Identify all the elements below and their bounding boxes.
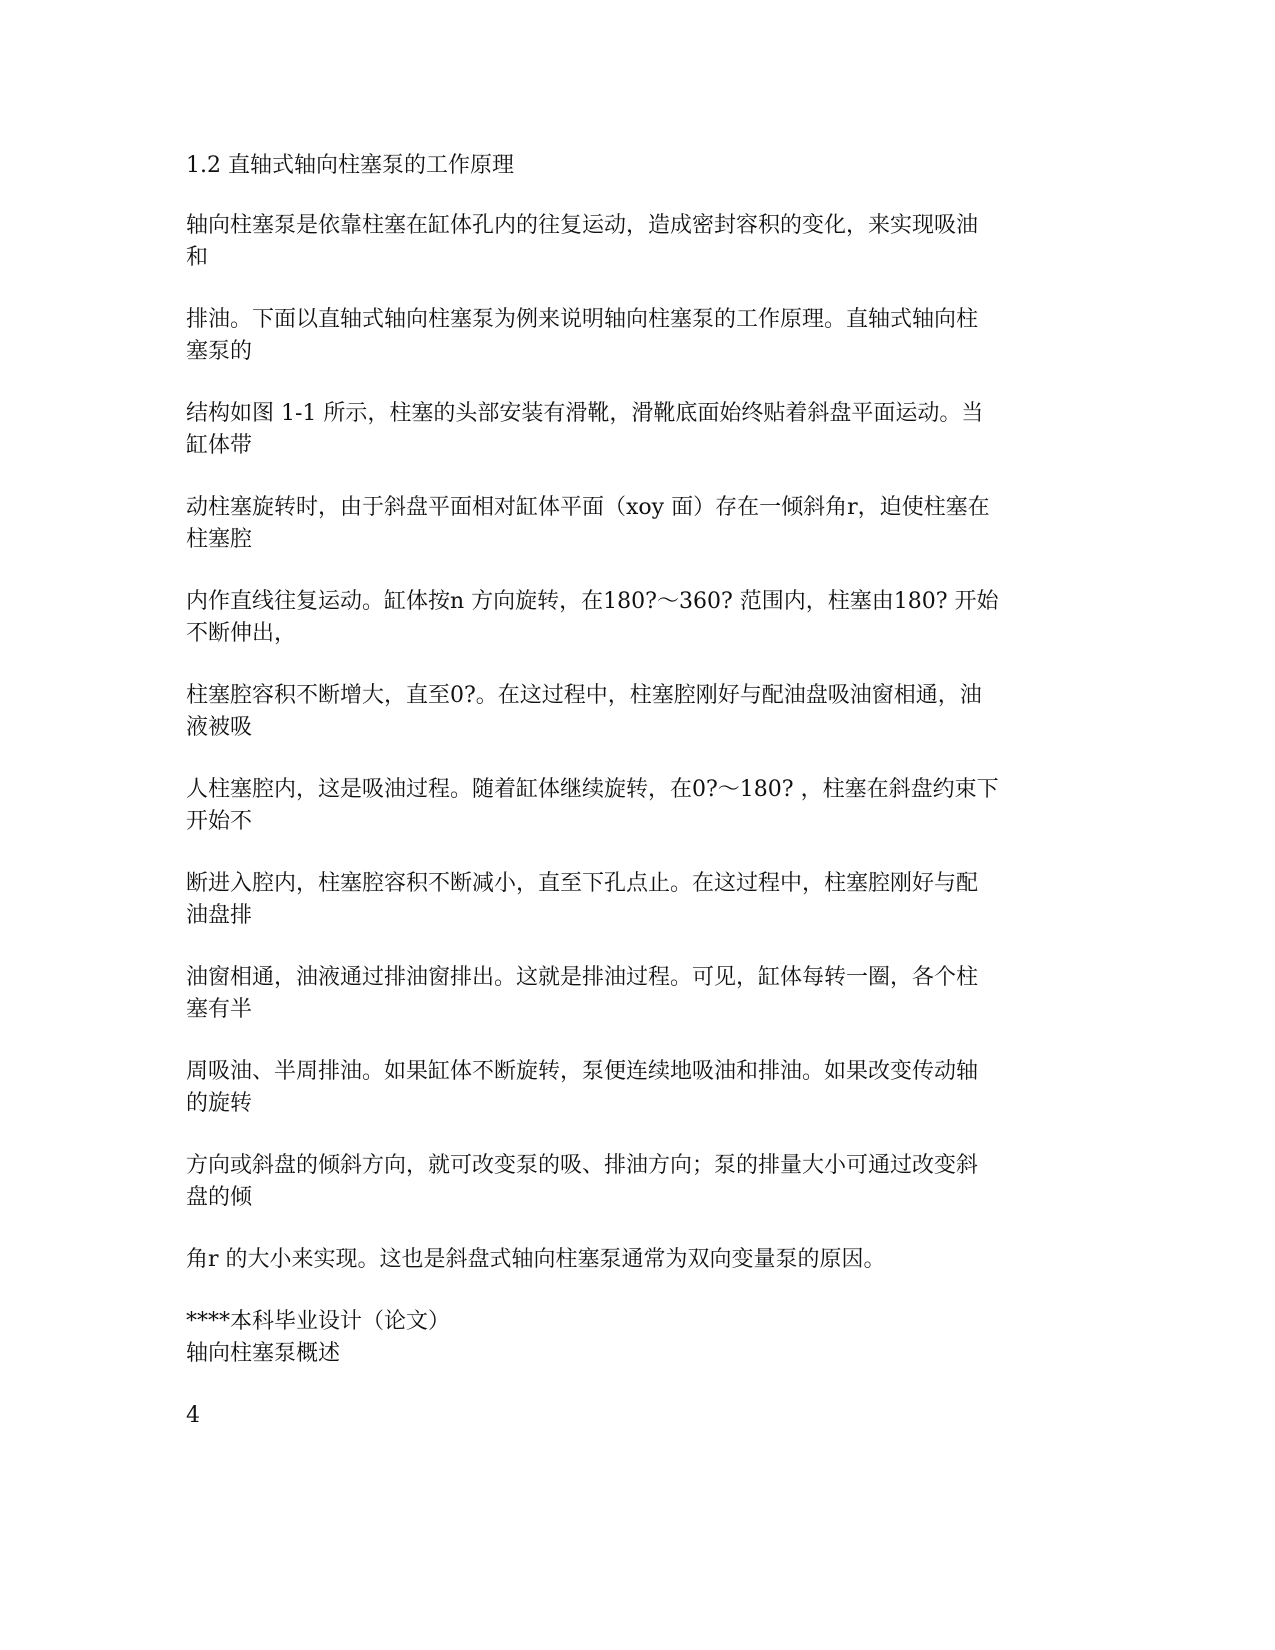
paragraph-8 [186, 868, 1106, 932]
paragraph-line: 塞有半 [186, 997, 253, 1022]
paragraph-line: 盘的倾 [186, 1185, 253, 1210]
paragraph-10 [186, 1056, 1106, 1120]
paragraph-5 [186, 586, 1106, 650]
footer-thesis-label: ****本科毕业设计（论文） [186, 1309, 451, 1334]
paragraph-line: 缸体带 [186, 433, 253, 458]
page-number: 4 [186, 1403, 200, 1428]
paragraph-12 [186, 1244, 1106, 1276]
paragraph-line: 动柱塞旋转时，由于斜盘平面相对缸体平面（xoy 面）存在一倾斜角r，迫使柱塞在 [186, 495, 990, 520]
footer-chapter-title: 轴向柱塞泵概述 [186, 1341, 341, 1366]
paragraph-line: 人柱塞腔内，这是吸油过程。随着缸体继续旋转，在0?～180? ，柱塞在斜盘约束下 [186, 777, 999, 802]
paragraph-line: 油窗相通，油液通过排油窗排出。这就是排油过程。可见，缸体每转一圈，各个柱 [186, 965, 979, 990]
paragraph-3 [186, 398, 1106, 462]
page-footer [186, 1306, 1106, 1370]
paragraph-11 [186, 1150, 1106, 1214]
paragraph-line: 断进入腔内，柱塞腔容积不断减小，直至下孔点止。在这过程中，柱塞腔刚好与配 [186, 871, 979, 896]
paragraph-7 [186, 774, 1106, 838]
paragraph-line: 的旋转 [186, 1091, 253, 1116]
paragraph-2 [186, 304, 1106, 368]
paragraph-line: 排油。下面以直轴式轴向柱塞泵为例来说明轴向柱塞泵的工作原理。直轴式轴向柱 [186, 307, 979, 332]
paragraph-1 [186, 210, 1106, 274]
paragraph-4 [186, 492, 1106, 556]
paragraph-line: 开始不 [186, 809, 253, 834]
page-content [186, 150, 1106, 1432]
paragraph-line: 轴向柱塞泵是依靠柱塞在缸体孔内的往复运动，造成密封容积的变化，来实现吸油 [186, 213, 979, 238]
paragraph-line: 塞泵的 [186, 339, 253, 364]
paragraph-line: 角r 的大小来实现。这也是斜盘式轴向柱塞泵通常为双向变量泵的原因。 [186, 1247, 886, 1272]
paragraph-line: 柱塞腔容积不断增大，直至0?。在这过程中，柱塞腔刚好与配油盘吸油窗相通，油 [186, 683, 982, 708]
paragraph-line: 和 [186, 245, 209, 270]
paragraph-line: 结构如图 1-1 所示，柱塞的头部安装有滑靴，滑靴底面始终贴着斜盘平面运动。当 [186, 401, 984, 426]
paragraph-line: 液被吸 [186, 715, 253, 740]
paragraph-line: 柱塞腔 [186, 527, 253, 552]
paragraph-line: 不断伸出， [186, 621, 297, 646]
paragraph-line: 油盘排 [186, 903, 253, 928]
paragraph-9 [186, 962, 1106, 1026]
paragraph-line: 周吸油、半周排油。如果缸体不断旋转，泵便连续地吸油和排油。如果改变传动轴 [186, 1059, 979, 1084]
paragraph-line: 内作直线往复运动。缸体按n 方向旋转，在180?～360? 范围内，柱塞由180? 开始 [186, 589, 999, 614]
section-heading: 1.2 直轴式轴向柱塞泵的工作原理 [186, 153, 514, 178]
paragraph-6 [186, 680, 1106, 744]
paragraph-line: 方向或斜盘的倾斜方向，就可改变泵的吸、排油方向；泵的排量大小可通过改变斜 [186, 1153, 979, 1178]
